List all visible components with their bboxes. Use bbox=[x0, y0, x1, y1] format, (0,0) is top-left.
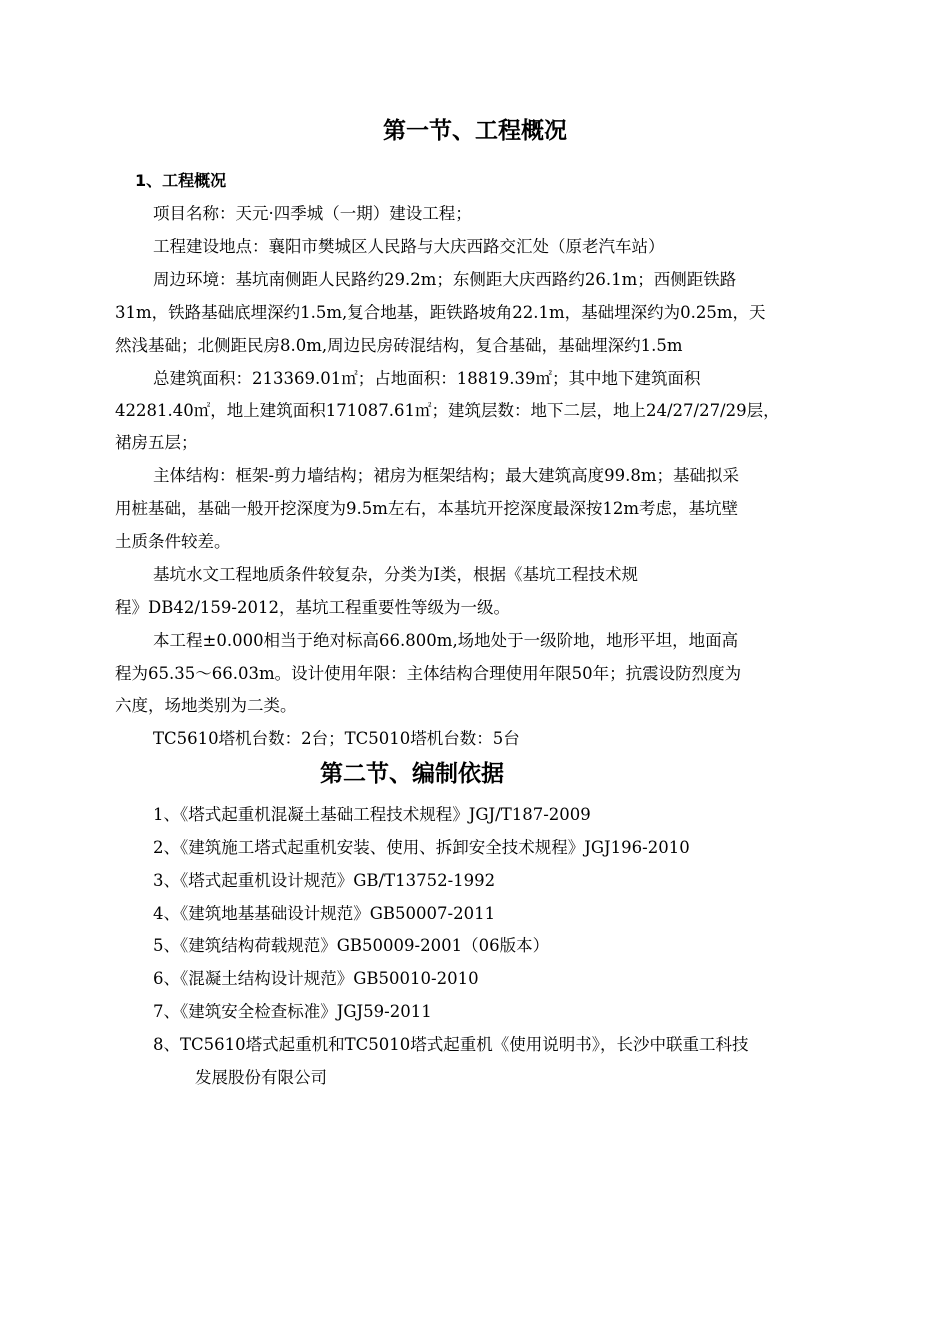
reference-list-item: 4、《建筑地基基础设计规范》GB50007-2011 bbox=[153, 904, 496, 923]
paragraph-line: 裙房五层； bbox=[115, 433, 198, 452]
paragraph-line: 总建筑面积：213369.01㎡；占地面积：18819.39㎡；其中地下建筑面积 bbox=[153, 369, 701, 388]
paragraph-line: 主体结构：框架-剪力墙结构；裙房为框架结构；最大建筑高度99.8m；基础拟采 bbox=[153, 466, 739, 485]
reference-list-item: 2、《建筑施工塔式起重机安装、使用、拆卸安全技术规程》JGJ196-2010 bbox=[153, 838, 690, 857]
paragraph-line: 六度，场地类别为二类。 bbox=[115, 696, 297, 715]
section-1-title: 第一节、工程概况 bbox=[383, 118, 567, 144]
paragraph-line: 程》DB42/159-2012，基坑工程重要性等级为一级。 bbox=[115, 598, 510, 617]
paragraph-line: 42281.40㎡，地上建筑面积171087.61㎡；建筑层数：地下二层，地上24/27/27/29层， bbox=[115, 401, 780, 420]
paragraph-line: 本工程±0.000相当于绝对标高66.800m,场地处于一级阶地，地形平坦，地面高 bbox=[153, 631, 739, 650]
reference-list-item: 7、《建筑安全检查标准》JGJ59-2011 bbox=[153, 1002, 432, 1021]
reference-list-item: 6、《混凝土结构设计规范》GB50010-2010 bbox=[153, 969, 479, 988]
paragraph-line: TC5610塔机台数：2台；TC5010塔机台数：5台 bbox=[153, 729, 520, 748]
reference-list-item: 1、《塔式起重机混凝土基础工程技术规程》JGJ/T187-2009 bbox=[153, 805, 591, 824]
paragraph-line: 项目名称：天元·四季城（一期）建设工程； bbox=[153, 204, 472, 223]
paragraph-line: 程为65.35～66.03m。设计使用年限：主体结构合理使用年限50年；抗震设防烈度为 bbox=[115, 664, 742, 683]
paragraph-line: 工程建设地点：襄阳市樊城区人民路与大庆西路交汇处（原老汽车站） bbox=[153, 237, 665, 256]
reference-list-item: 3、《塔式起重机设计规范》GB/T13752-1992 bbox=[153, 871, 496, 890]
paragraph-line: 基坑水文工程地质条件较复杂，分类为Ⅰ类，根据《基坑工程技术规 bbox=[153, 565, 639, 584]
paragraph-line: 然浅基础；北侧距民房8.0m,周边民房砖混结构，复合基础，基础埋深约1.5m bbox=[115, 336, 683, 355]
reference-list-item-continuation: 发展股份有限公司 bbox=[195, 1068, 327, 1087]
paragraph-line: 31m，铁路基础底埋深约1.5m,复合地基，距铁路坡角22.1m，基础埋深约为0.25m，天 bbox=[115, 303, 766, 322]
subheading-project-overview: 1、工程概况 bbox=[135, 171, 227, 190]
reference-list-item: 5、《建筑结构荷载规范》GB50009-2001（06版本） bbox=[153, 936, 550, 955]
section-2-title: 第二节、编制依据 bbox=[320, 761, 504, 787]
paragraph-line: 用桩基础，基础一般开挖深度为9.5m左右，本基坑开挖深度最深按12m考虑，基坑壁 bbox=[115, 499, 739, 518]
reference-list-item: 8、TC5610塔式起重机和TC5010塔式起重机《使用说明书》，长沙中联重工科技 bbox=[153, 1035, 749, 1054]
paragraph-line: 土质条件较差。 bbox=[115, 532, 231, 551]
paragraph-line: 周边环境：基坑南侧距人民路约29.2m；东侧距大庆西路约26.1m；西侧距铁路 bbox=[153, 270, 737, 289]
